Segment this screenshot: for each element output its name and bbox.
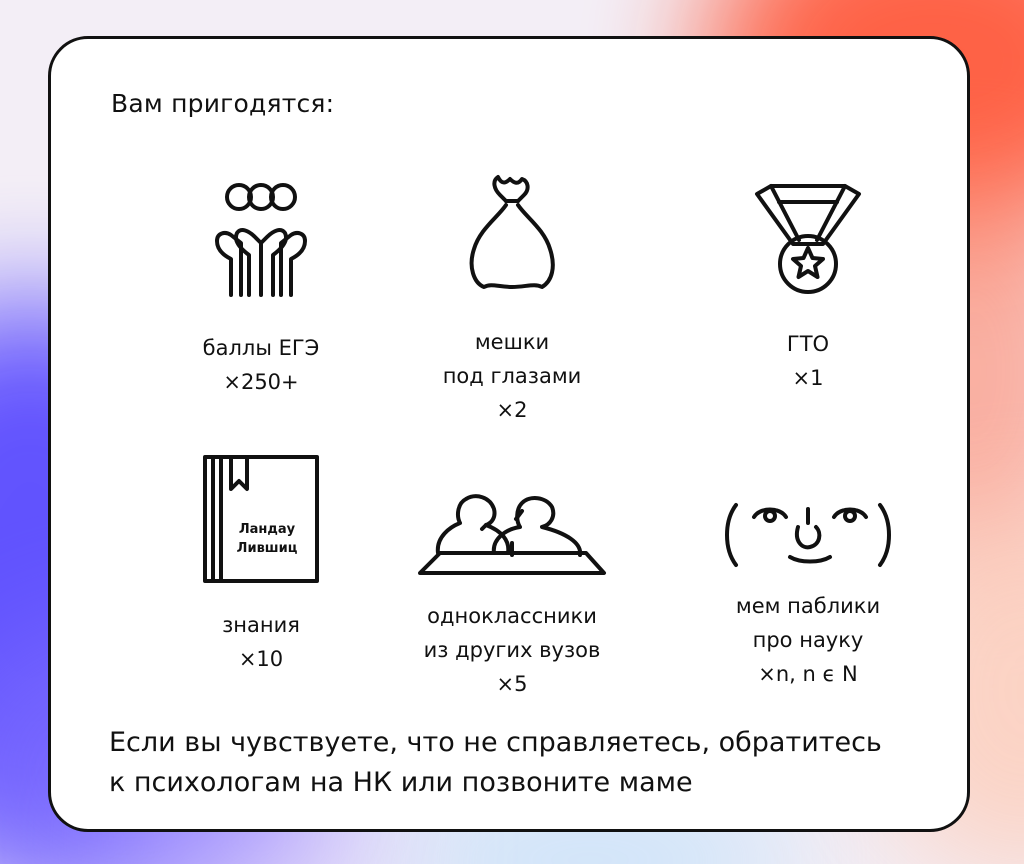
book-title-line-2: Лившиц bbox=[236, 541, 298, 556]
item-count: ×n, n ϵ N bbox=[758, 662, 858, 686]
book-icon bbox=[203, 455, 319, 583]
people-group-icon bbox=[201, 177, 321, 297]
item-label-line: ГТО bbox=[786, 332, 830, 356]
footer-note bbox=[109, 723, 882, 803]
card-heading: Вам пригодятся: bbox=[111, 89, 335, 118]
book-title-line-1: Ландау bbox=[238, 522, 296, 537]
item-count: ×250+ bbox=[223, 370, 299, 394]
bag-icon bbox=[462, 171, 562, 293]
footer-line: к психологам на НК или позвоните маме bbox=[109, 767, 693, 798]
item-label-line: мешки bbox=[474, 330, 550, 354]
info-card bbox=[48, 36, 970, 832]
medal-icon bbox=[753, 182, 863, 296]
item-classmates bbox=[387, 477, 637, 701]
item-label-line: знания bbox=[222, 613, 300, 637]
item-eye-bags bbox=[387, 171, 637, 427]
item-knowledge bbox=[136, 455, 386, 676]
item-label-line: под глазами bbox=[442, 364, 582, 388]
lenny-face-icon bbox=[720, 497, 896, 573]
item-count: ×5 bbox=[496, 672, 528, 696]
footer-line: Если вы чувствуете, что не справляетесь, обратитесь bbox=[109, 727, 882, 758]
item-ege-scores bbox=[136, 177, 386, 399]
classmates-icon bbox=[416, 477, 608, 575]
item-label-line: про науку bbox=[752, 628, 864, 652]
item-label-line: баллы ЕГЭ bbox=[202, 336, 320, 360]
item-count: ×10 bbox=[238, 647, 284, 671]
item-science-memes bbox=[683, 497, 933, 691]
item-label-line: одноклассники bbox=[427, 604, 597, 628]
item-count: ×1 bbox=[792, 366, 824, 390]
item-gto bbox=[683, 182, 933, 395]
item-label-line: мем паблики bbox=[735, 594, 881, 618]
item-label-line: из других вузов bbox=[423, 638, 601, 662]
item-count: ×2 bbox=[496, 398, 528, 422]
